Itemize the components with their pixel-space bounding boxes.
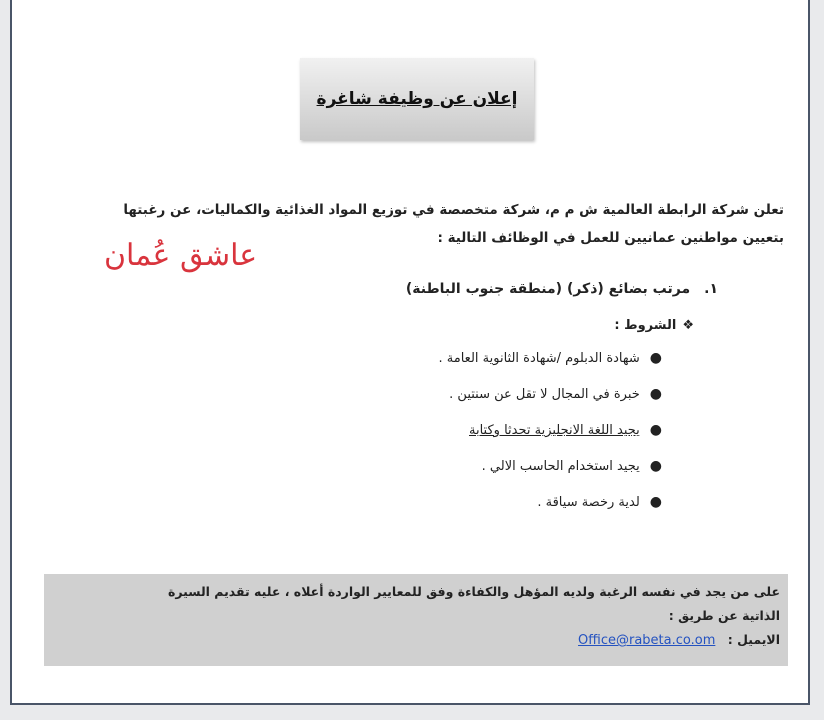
title-box [300, 58, 534, 140]
condition-text: لدية رخصة سياقة . [537, 495, 640, 510]
bullet-dot-icon: ● [649, 458, 662, 474]
intro-line-1: تعلن شركة الرابطة العالمية ش م م، شركة متخصصة في توزيع المواد الغذائية والكماليات، عن رغبتها [123, 202, 784, 218]
list-item [439, 382, 662, 418]
condition-text: يجيد اللغة الانجليزية تحدثا وكتابة [469, 423, 640, 438]
condition-text: يجيد استخدام الحاسب الالي . [481, 459, 640, 474]
job-title-row [406, 281, 718, 297]
list-item [439, 490, 662, 526]
footer-line-2: الذاتية عن طريق : [668, 608, 780, 623]
bullet-dot-icon: ● [649, 422, 662, 438]
conditions-heading [614, 318, 694, 333]
bullet-dot-icon: ● [649, 494, 662, 510]
conditions-list [439, 346, 662, 526]
list-item [439, 418, 662, 454]
document-page [10, 0, 810, 705]
email-label: الايميل : [727, 632, 780, 647]
email-link[interactable]: Office@rabeta.co.om [578, 633, 716, 648]
job-number: ١. [704, 281, 718, 297]
watermark-text: عاشق عُمان [104, 238, 258, 273]
conditions-heading-label: الشروط : [614, 318, 677, 333]
list-item [439, 454, 662, 490]
footer-line-1: على من يجد في نفسه الرغبة ولديه المؤهل والكفاءة وفق للمعايير الواردة أعلاه ، عليه تقديم السيرة [167, 584, 780, 599]
intro-line-2: بتعيين مواطنين عمانيين للعمل في الوظائف التالية : [437, 230, 784, 246]
bullet-dot-icon: ● [649, 350, 662, 366]
bullet-dot-icon: ● [649, 386, 662, 402]
condition-text: شهادة الدبلوم /شهادة الثانوية العامة . [438, 351, 640, 366]
application-instructions-box [44, 574, 788, 666]
email-row [52, 628, 780, 653]
job-title: مرتب بضائع (ذكر) (منطقة جنوب الباطنة) [405, 281, 691, 297]
condition-text: خبرة في المجال لا تقل عن سنتين . [449, 387, 640, 402]
diamond-bullet-icon: ❖ [682, 318, 694, 333]
page-title: إعلان عن وظيفة شاغرة [316, 89, 518, 109]
list-item [439, 346, 662, 382]
